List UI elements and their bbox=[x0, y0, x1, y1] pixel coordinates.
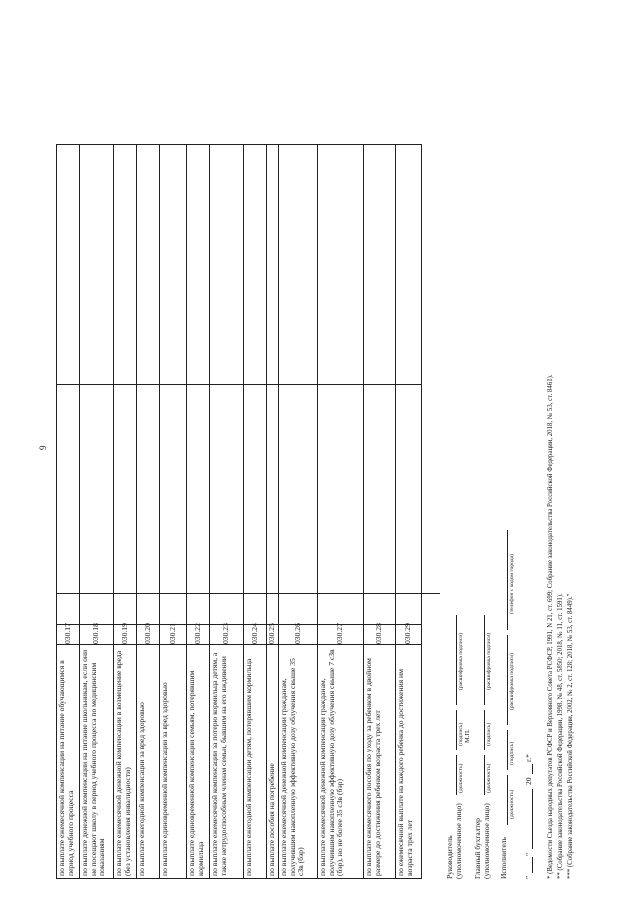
accountant-label-line2: (уполномоченное лицо) bbox=[482, 803, 491, 879]
row-label: по выплате ежемесячного пособия по уходу за ребенком в двойном размере до достижения ребенком возраста трех лет bbox=[364, 645, 396, 879]
row-label: по выплате ежегодной компенсации за вред здоровью bbox=[137, 645, 160, 879]
value-cell bbox=[318, 385, 364, 625]
date-year-line bbox=[532, 764, 533, 774]
head-signature-line bbox=[456, 710, 457, 750]
value-cell bbox=[267, 145, 279, 385]
value-cell bbox=[57, 145, 80, 385]
value-cell bbox=[244, 145, 267, 385]
value-cell bbox=[187, 385, 210, 625]
date-year: 20 bbox=[524, 777, 533, 785]
executor-signature-line bbox=[507, 730, 508, 770]
table-row bbox=[279, 145, 318, 879]
date-quote-open: " bbox=[524, 875, 533, 879]
value-cell bbox=[364, 145, 396, 385]
value-cell bbox=[80, 145, 114, 385]
executor-label: Исполнитель bbox=[499, 837, 508, 879]
table-row bbox=[244, 145, 267, 879]
footnote-3: *** (Собрание законодательства Российской Федерации, 2002, № 2, ст. 128; 2018, № 53, ст. 8449)." bbox=[567, 593, 574, 879]
row-code: 030.26 bbox=[279, 625, 318, 645]
accountant-decryption-caption: (расшифровка подписи) bbox=[486, 632, 492, 690]
head-label bbox=[445, 803, 463, 879]
date-suffix: г.* bbox=[524, 754, 533, 762]
report-table-body bbox=[57, 145, 422, 879]
value-cell bbox=[244, 385, 267, 625]
executor-signature-caption: (подпись) bbox=[509, 741, 515, 765]
accountant-decryption-line bbox=[484, 615, 485, 705]
row-code: 030.23 bbox=[210, 625, 244, 645]
head-decryption-caption: (расшифровка подписи) bbox=[458, 632, 464, 690]
row-label: по выплате пособия на погребение bbox=[267, 645, 279, 879]
table-row bbox=[210, 145, 244, 879]
row-code: 030.17 bbox=[57, 625, 80, 645]
row-label: по ежемесячной выплате на каждого ребенка до достижения им возраста трех лет bbox=[396, 645, 422, 879]
table-row bbox=[80, 145, 114, 879]
head-signature-caption: (подпись) bbox=[458, 722, 464, 746]
value-cell bbox=[137, 145, 160, 385]
table-row bbox=[364, 145, 396, 879]
value-cell bbox=[396, 385, 422, 625]
value-cell bbox=[160, 145, 187, 385]
table-row bbox=[57, 145, 80, 879]
row-code: 030.25 bbox=[267, 625, 279, 645]
table-row bbox=[137, 145, 160, 879]
row-code: 030.22 bbox=[187, 625, 210, 645]
executor-decryption-caption: (расшифровка подписи) bbox=[509, 652, 515, 710]
head-position-caption: (должность) bbox=[458, 763, 464, 793]
row-label: по выплате ежемесячной компенсации на питание обучающимся в период учебного процесса bbox=[57, 645, 80, 879]
head-decryption-line bbox=[456, 615, 457, 705]
executor-phone-caption: (телефон с кодом города) bbox=[509, 554, 515, 614]
row-code: 030.19 bbox=[114, 625, 137, 645]
value-cell bbox=[279, 385, 318, 625]
value-cell bbox=[364, 385, 396, 625]
value-cell bbox=[160, 385, 187, 625]
accountant-signature-caption: (подпись) bbox=[486, 722, 492, 746]
date-quote-close: " bbox=[524, 852, 533, 856]
row-label: по выплате ежемесячной денежной компенсации в возмещение вреда (без установления инвалидности) bbox=[114, 645, 137, 879]
value-cell bbox=[318, 145, 364, 385]
value-cell bbox=[279, 145, 318, 385]
executor-decryption-line bbox=[507, 635, 508, 725]
accountant-signature-line bbox=[484, 710, 485, 750]
row-code: 030.29 bbox=[396, 625, 422, 645]
table-row bbox=[160, 145, 187, 879]
value-cell bbox=[114, 145, 137, 385]
value-cell bbox=[210, 145, 244, 385]
accountant-label-line1: Главный бухгалтер bbox=[473, 818, 482, 879]
table-row bbox=[187, 145, 210, 879]
row-code: 030.20 bbox=[137, 625, 160, 645]
footnote-1: * (Ведомости Съезда народных депутатов РСФСР и Верховного Совета РСФСР, 1991, N 21, ст. 699; Собрание законодательства Российской Федерации, 2018, № 53, ст. 8461). bbox=[547, 374, 554, 879]
value-cell bbox=[396, 145, 422, 385]
column-divider bbox=[56, 593, 440, 594]
head-position-line bbox=[456, 755, 457, 795]
executor-position-caption: (должность) bbox=[509, 789, 515, 819]
value-cell bbox=[267, 385, 279, 625]
row-code: 030.18 bbox=[80, 625, 114, 645]
table-row bbox=[396, 145, 422, 879]
executor-phone-line bbox=[507, 530, 508, 630]
row-code: 030.27 bbox=[318, 625, 364, 645]
value-cell bbox=[57, 385, 80, 625]
row-label: по выплате ежемесячной денежной компенсации гражданам, получившим накопленную эффективную дозу облучения свыше 35 сЗв (бэр) bbox=[279, 645, 318, 879]
row-label: по выплате ежегодной компенсации детям, потерявшим кормильца bbox=[244, 645, 267, 879]
head-label-line2: (уполномоченное лицо) bbox=[454, 803, 463, 879]
value-cell bbox=[187, 145, 210, 385]
head-label-line1: Руководитель bbox=[445, 835, 454, 879]
footnote-2: ** (Собрание законодательства Российской Федерации, 1998, № 48, ст. 5850; 2018, № 11, ст. 1591). bbox=[557, 593, 564, 879]
date-day-line bbox=[532, 857, 533, 873]
row-code: 030.28 bbox=[364, 625, 396, 645]
row-label: по выплате единовременной компенсации за вред здоровью bbox=[160, 645, 187, 879]
value-cell bbox=[137, 385, 160, 625]
value-cell bbox=[80, 385, 114, 625]
value-cell bbox=[114, 385, 137, 625]
row-label: по выплате денежной компенсации на питание школьникам, если они не посещают школу в период учебного процесса по медицинским показаниям bbox=[80, 645, 114, 879]
row-label: по выплате ежемесячной компенсации за потерю кормильца детям, а также нетрудоспособным членам семьи, бывшим на его иждивении bbox=[210, 645, 244, 879]
row-label: по выплате единовременной компенсации семьям, потерявшим кормильца bbox=[187, 645, 210, 879]
table-row bbox=[114, 145, 137, 879]
row-code: 030.24 bbox=[244, 625, 267, 645]
report-table bbox=[56, 144, 422, 879]
executor-position-line bbox=[507, 775, 508, 825]
stamp-mark: М.П. bbox=[464, 729, 471, 743]
date-month-line bbox=[532, 789, 533, 849]
accountant-label bbox=[473, 803, 491, 879]
table-row bbox=[267, 145, 279, 879]
accountant-position-line bbox=[484, 755, 485, 795]
row-code: 030.21 bbox=[160, 625, 187, 645]
accountant-position-caption: (должность) bbox=[486, 763, 492, 793]
table-row bbox=[318, 145, 364, 879]
row-label: по выплате ежемесячной денежной компенсации гражданам, получившим накопленную эффективную дозу облучения свыше 7 сЗв (бэр), но не более 35 сЗв (бэр) bbox=[318, 645, 364, 879]
page-number: 9 bbox=[38, 445, 48, 450]
value-cell bbox=[210, 385, 244, 625]
